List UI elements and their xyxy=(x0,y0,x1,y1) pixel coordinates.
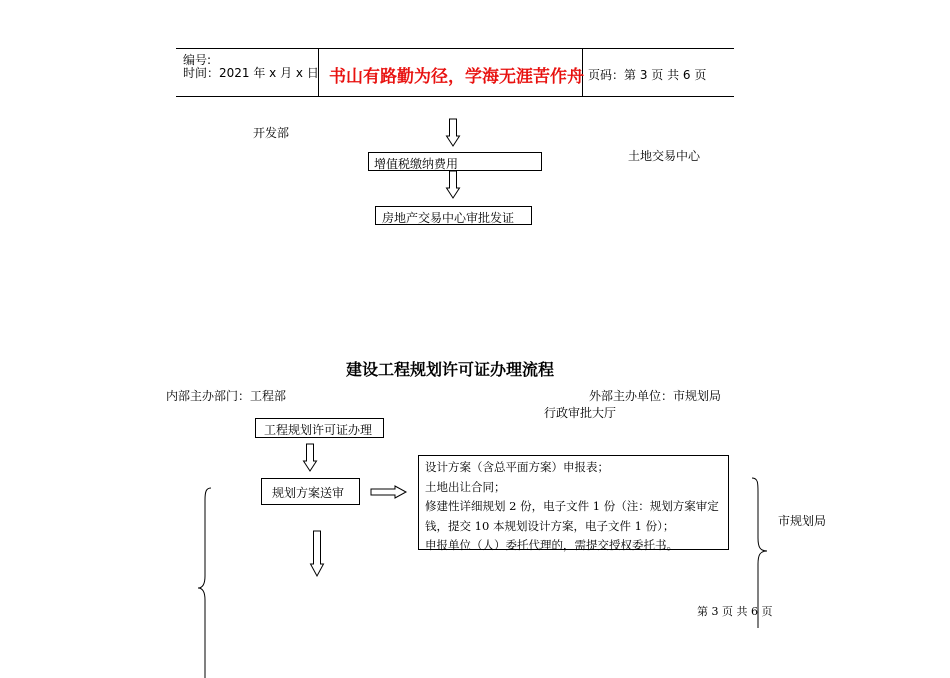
step-vat-payment xyxy=(368,152,542,171)
requirement-line: 钱，提交 10 本规划设计方案，电子文件 1 份）； xyxy=(425,518,675,533)
step-issue-label: 房地产交易中心审批发证 xyxy=(382,211,515,225)
external-unit-label: 外部主办单位：市规划局 xyxy=(589,389,722,403)
footer-page-number: 第 3 页 共 6 页 xyxy=(697,605,773,618)
internal-dept-label: 内部主办部门：工程部 xyxy=(166,389,287,403)
requirement-line: 设计方案（含总平面方案）申报表； xyxy=(425,460,609,474)
requirement-line: 申报单位（人）委托代理的，需提交授权委托书。 xyxy=(425,538,678,552)
right-arrow-icon xyxy=(371,486,407,498)
down-arrow-icon xyxy=(446,119,460,147)
down-arrow-icon xyxy=(303,444,317,472)
planning-bureau-label: 市规划局 xyxy=(778,514,827,528)
document-number: 编号: xyxy=(183,53,212,67)
left-brace-icon xyxy=(198,488,214,678)
dept-label-development: 开发部 xyxy=(253,126,290,140)
section-title: 建设工程规划许可证办理流程 xyxy=(346,360,555,379)
step-submit-label: 规划方案送审 xyxy=(272,486,345,500)
external-hall-label: 行政审批大厅 xyxy=(544,406,617,420)
step-certificate-issuance xyxy=(375,206,532,225)
requirement-line: 土地出让合同； xyxy=(425,479,506,494)
requirement-line: 修建性详细规划 2 份，电子文件 1 份（注：规划方案审定 xyxy=(425,499,719,513)
dept-label-land-trading-center: 土地交易中心 xyxy=(628,149,701,163)
header-bottom-rule xyxy=(176,96,734,97)
down-arrow-icon xyxy=(310,531,324,577)
down-arrow-icon xyxy=(446,171,460,199)
step-plan-submission xyxy=(261,478,360,505)
step-vat-label: 增值税缴纳费用 xyxy=(374,157,459,171)
header-page-number: 页码：第 3 页 共 6 页 xyxy=(588,68,707,82)
document-date: 时间：2021 年 x 月 x 日 xyxy=(183,66,319,80)
step-license-label: 工程规划许可证办理 xyxy=(264,423,373,437)
header-motto: 书山有路勤为径，学海无涯苦作舟 xyxy=(329,67,584,87)
step-planning-license xyxy=(255,418,384,438)
header-top-rule xyxy=(176,48,734,49)
requirements-box xyxy=(418,455,729,550)
